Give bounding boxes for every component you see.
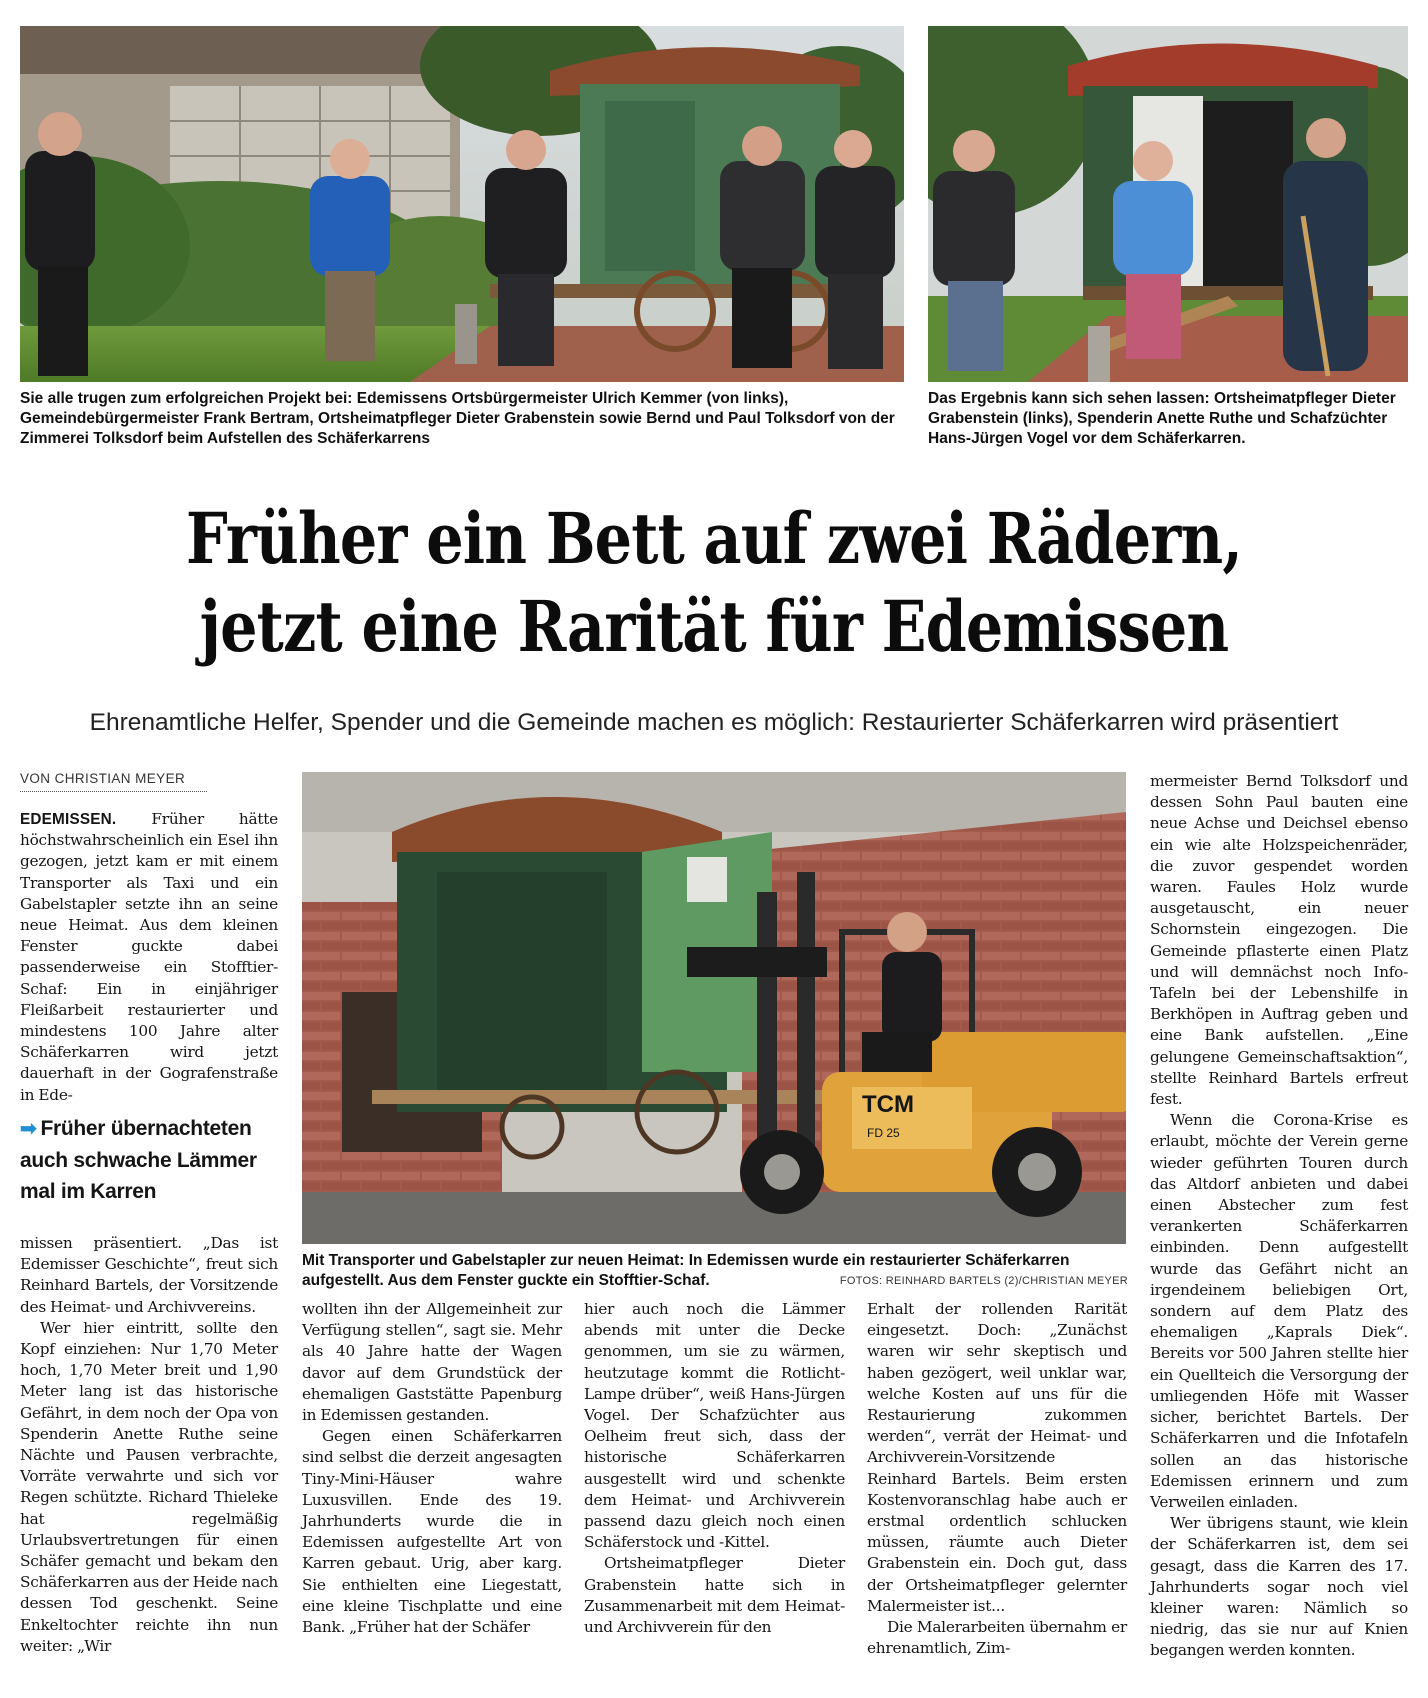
paragraph: Wer übrigens staunt, wie klein der Schäferkarren ist, dem sei gesagt, dass die Karren des 17. Jahrhunderts sogar noch viel kleiner waren: Nämlich so niedrig, das sie nur auf Knien begangen werden konnten. [1150,1514,1408,1660]
photo-three-people-with-cart [928,26,1408,382]
paragraph: Die Malerarbeiten übernahm er ehrenamtlich, Zim- [867,1618,1127,1658]
forklift-model-text: FD 25 [867,1126,900,1140]
article-column-2 [302,1299,562,1638]
headline-line-1: Früher ein Bett auf zwei Rädern, [186,497,1242,580]
paragraph: Ortsheimatpfleger Dieter Grabenstein hatte sich in Zusammenarbeit mit dem Heimat- und Archivverein für den [584,1554,845,1637]
teaser-line-2: auch schwache Lämmer [20,1149,257,1172]
subheadline: Ehrenamtliche Helfer, Spender und die Gemeinde machen es möglich: Restaurierter Schäferkarren wird präsentiert [89,709,1339,736]
article-column-1-top [20,809,278,1106]
teaser-box [20,1113,265,1207]
caption-top-right [928,389,1408,449]
paragraph: Wer hier eintritt, sollte den Kopf einziehen: Nur 1,70 Meter hoch, 1,70 Meter breit und 1,90 Meter lang ist das historische Gefährt, in dem noch der Opa von Spenderin Anette Ruthe seine Nächte und Pausen verbrachte, Vorräte verwahrte und sich vor Regen schützte. Richard Thieleke hat regelmäßig Urlaubsvertretungen für einen Schäfer gemacht und bekam den Schäferkarren aus der Heide nach dessen Tod geschenkt. Seine Enkeltochter reichte ihn nun weiter: „Wir [20,1318,278,1655]
photo-group-with-cart [20,26,904,382]
photo-forklift [302,772,1126,1244]
forklift-brand-text: TCM [862,1091,914,1118]
article-column-3 [584,1299,845,1638]
paragraph: Wenn die Corona-Krise es erlaubt, möchte der Verein gerne wieder geführten Touren durch das Altdorf anbieten und dabei einen Abstecher zum fest verankerten Schäferkarren einbinden. Denn aufgestellt wurde das Gefährt nicht an irgendeinem beliebigen Ort, sondern auf dem Platz des ehemaligen „Kaprals Diek“. Bereits vor 500 Jahren stellte hier ein Quellteich die Versorgung der umliegenden Höfe mit Wasser sicher, berichtet Bartels. Der Schäferkarren und die Infotafeln sollen an das historische Edemissen erinnern und zum Verweilen einladen. [1150,1111,1408,1511]
article-column-5 [1150,771,1408,1662]
paragraph: missen präsentiert. „Das ist Edemisser Geschichte“, freut sich Reinhard Bartels, der Vorsitzende des Heimat- und Archivvereins. [20,1234,278,1316]
caption-center [302,1251,1128,1291]
caption-top-left [20,389,904,449]
article-column-1-bottom [20,1233,278,1657]
paragraph: wollten ihn der Allgemeinheit zur Verfügung stellen“, sagt sie. Mehr als 40 Jahre hatte der Wagen davor auf dem Grundstück der ehemaligen Gaststätte Papenburg in Edemissen gestanden. [302,1300,562,1425]
photo-result-illustration [928,26,1408,382]
paragraph: Gegen einen Schäferkarren sind selbst die derzeit angesagten Tiny-Mini-Häuser wahre Luxusvillen. Ende des 19. Jahrhunderts wurde die in Edemissen aufgestellte Art von Karren gebaut. Urig, aber karg. Sie enthielten eine Liegestatt, eine kleine Tischplatte und eine Bank. „Früher hat der Schäfer [302,1427,562,1637]
teaser-line-3: mal im Karren [20,1180,157,1203]
lead-paragraph: Früher hätte höchstwahrscheinlich ein Esel ihn gezogen, jetzt kam er mit einem Transporter als Taxi und ein Gabelstapler setzte ihn an seine neue Heimat. Aus dem kleinen Fenster guckte dabei passenderweise ein Stofftier-Schaf: Ein in einjähriger Fleißarbeit restaurierter und mindestens 100 Jahre alter Schäferkarren wird jetzt dauerhaft in der Gografenstraße in Ede- [20,810,278,1104]
photo-group-illustration [20,26,904,382]
byline: VON CHRISTIAN MEYER [20,771,207,792]
dateline: EDEMISSEN. [20,811,117,828]
article-column-4 [867,1299,1127,1659]
paragraph: mermeister Bernd Tolksdorf und dessen Sohn Paul bauten eine neue Achse und Deichsel ebenso ein wie alte Holzspeichenräder, die zuvor gespendet worden waren. Faules Holz wurde ausgetauscht, ein neuer Schornstein eingezogen. Die Gemeinde pflasterte einen Platz und will demnächst noch Info-Tafeln bei der Lebenshilfe in Berkhöpen in Auftrag geben und eine Bank aufstellen. „Eine gelungene Gemeinschaftsaktion“, stellte Reinhard Bartels erfreut fest. [1150,772,1408,1109]
photo-credit: FOTOS: REINHARD BARTELS (2)/CHRISTIAN MEYER [839,1275,1128,1287]
arrow-right-icon: ➡ [20,1118,37,1140]
paragraph: Erhalt der rollenden Rarität eingesetzt. Doch: „Zunächst waren wir sehr skeptisch und haben gezögert, weil unklar war, welche Kosten auf uns für die Restaurierung zukommen werden“, verrät der Heimat- und Archivverein-Vorsitzende Reinhard Bartels. Beim ersten Kostenvoranschlag habe auch er erstmal ordentlich schlucken müssen, räumte auch Dieter Grabenstein ein. Doch gut, dass der Ortsheimatpfleger gelernter Malermeister ist... [867,1300,1127,1615]
caption-top-right-text: Das Ergebnis kann sich sehen lassen: Ortsheimatpfleger Dieter Grabenstein (links), Spenderin Anette Ruthe und Schafzüchter Hans-Jürgen Vogel vor dem Schäferkarren. [928,390,1396,447]
teaser-line-1: Früher übernachteten [40,1117,252,1140]
photo-forklift-illustration [302,772,1126,1244]
caption-top-left-text: Sie alle trugen zum erfolgreichen Projekt bei: Edemissens Ortsbürgermeister Ulrich Kemmer (von links), Gemeindebürgermeister Frank Bertram, Ortsheimatpfleger Dieter Grabenstein sowie Bernd und Paul Tolksdorf von der Zimmerei Tolksdorf beim Aufstellen des Schäferkarrens [20,390,895,447]
headline-line-2: jetzt eine Rarität für Edemissen [199,585,1229,668]
caption-center-text: Mit Transporter und Gabelstapler zur neuen Heimat: In Edemissen wurde ein restaurierter Schäferkarren aufgestellt. Aus dem Fenster guckte ein Stofftier-Schaf. [302,1252,1070,1289]
headline [114,495,1314,671]
paragraph: hier auch noch die Lämmer abends mit unter die Decke genommen, um sie zu wärmen, heutzutage kommt die Rotlicht-Lampe drüber“, weiß Hans-Jürgen Vogel. Der Schafzüchter aus Oelheim freut sich, dass der historische Schäferkarren ausgestellt wird und schenkte dem Heimat- und Archivverein passend dazu gleich noch einen Schäferstock und -Kittel. [584,1300,845,1552]
